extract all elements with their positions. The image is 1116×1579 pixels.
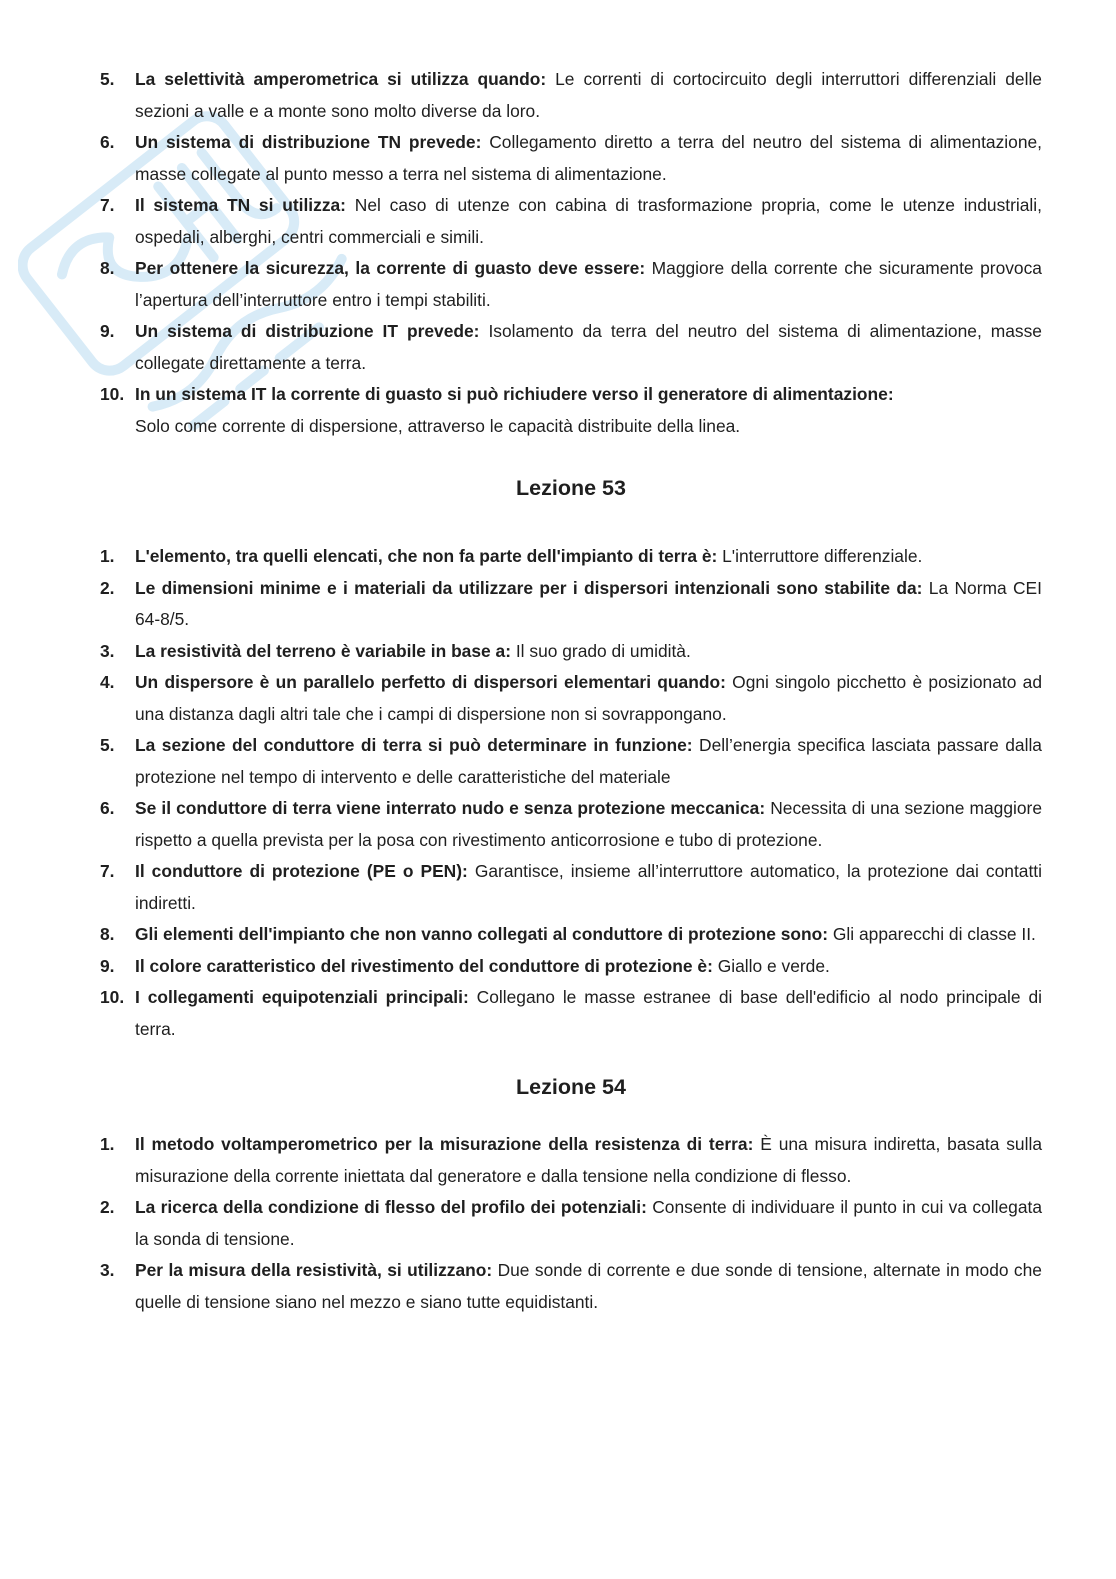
item-number: 2.: [100, 577, 115, 598]
item-question: Il conduttore di protezione (PE o PEN):: [135, 861, 468, 881]
list-item: [100, 1192, 1042, 1255]
item-question: Il colore caratteristico del rivestimento del conduttore di protezione è:: [135, 955, 713, 976]
item-question: Un sistema di distribuzione TN prevede:: [135, 132, 482, 152]
item-answer: Gli apparecchi di classe II.: [832, 924, 1036, 944]
list-item: [100, 793, 1042, 856]
item-question: In un sistema IT la corrente di guasto si può richiudere verso il generatore di alimentazione:: [135, 384, 894, 404]
lesson-53-list: [100, 541, 1042, 1045]
item-answer: Isolamento da terra del neutro del sistema di alimentazione, masse collegate direttamente a terra.: [135, 321, 1042, 373]
item-number: 9.: [100, 955, 115, 976]
item-answer: Consente di individuare il punto in cui va collegata la sonda di tensione.: [135, 1197, 1042, 1249]
item-question: La resistività del terreno è variabile in base a:: [135, 640, 511, 661]
list-item: [100, 573, 1042, 636]
item-answer: È una misura indiretta, basata sulla misurazione della corrente iniettata dal generatore e dalla tensione nella condizione di flesso.: [135, 1134, 1042, 1186]
item-question: Gli elementi dell'impianto che non vanno collegati al conduttore di protezione sono:: [135, 924, 829, 944]
item-number: 2.: [100, 1197, 115, 1217]
item-answer: L'interruttore differenziale.: [722, 546, 923, 566]
item-number: 7.: [100, 861, 115, 881]
item-number: 5.: [100, 735, 115, 755]
item-question: L'elemento, tra quelli elencati, che non fa parte dell'impianto di terra è:: [135, 546, 718, 566]
item-number: 6.: [100, 132, 115, 152]
item-answer: Collegano le masse estranee di base dell'edificio al nodo principale di terra.: [135, 987, 1042, 1039]
list-item: [100, 951, 1042, 983]
item-number: 1.: [100, 546, 115, 566]
list-item: [100, 379, 1042, 442]
item-answer: Nel caso di utenze con cabina di trasformazione propria, come le utenze industriali, ospedali, alberghi, centri commerciali e simili.: [135, 195, 1042, 247]
item-answer: Ogni singolo picchetto è posizionato ad una distanza dagli altri tale che i campi di dispersione non si sovrappongano.: [135, 672, 1042, 724]
item-answer: Garantisce, insieme all’interruttore automatico, la protezione dai contatti indiretti.: [135, 861, 1042, 913]
item-number: 4.: [100, 672, 115, 692]
item-question: Il sistema TN si utilizza:: [135, 195, 346, 215]
item-number: 5.: [100, 69, 115, 89]
item-answer: La Norma CEI 64-8/5.: [135, 577, 1042, 629]
lesson-52-list: [100, 64, 1042, 442]
item-answer: Maggiore della corrente che sicuramente provoca l’apertura dell’interruttore entro i tempi stabiliti.: [135, 258, 1042, 310]
item-answer: Collegamento diretto a terra del neutro del sistema di alimentazione, masse collegate al punto messo a terra nel sistema di alimentazione.: [135, 132, 1043, 184]
lesson-53-title: Lezione 53: [516, 476, 626, 500]
list-item: [100, 253, 1042, 316]
list-item: [100, 541, 1042, 573]
item-answer: Due sonde di corrente e due sonde di tensione, alternate in modo che quelle di tensione siano nel mezzo e siano tutte equidistanti.: [135, 1260, 1042, 1312]
item-answer: Necessita di una sezione maggiore rispetto a quella prevista per la posa con rivestimento anticorrosione e tubo di protezione.: [135, 798, 1042, 850]
item-question: La sezione del conduttore di terra si può determinare in funzione:: [135, 735, 693, 755]
list-item: [100, 190, 1042, 253]
list-item: [100, 127, 1042, 190]
item-question: Se il conduttore di terra viene interrato nudo e senza protezione meccanica:: [135, 798, 766, 818]
item-number: 9.: [100, 321, 115, 341]
document-page: [100, 64, 1042, 1318]
list-item: [100, 636, 1042, 668]
list-item: [100, 64, 1042, 127]
list-item: [100, 730, 1042, 793]
item-answer: Il suo grado di umidità.: [515, 640, 691, 661]
list-item: [100, 856, 1042, 919]
item-number: 6.: [100, 798, 115, 818]
lesson-54-title: Lezione 54: [516, 1075, 626, 1099]
item-number: 8.: [100, 924, 115, 944]
item-number: 10.: [100, 987, 125, 1007]
item-question: Il metodo voltamperometrico per la misurazione della resistenza di terra:: [135, 1134, 754, 1154]
item-number: 1.: [100, 1134, 115, 1154]
item-answer: Dell’energia specifica lasciata passare dalla protezione nel tempo di intervento e delle caratteristiche del materiale: [135, 735, 1042, 787]
item-question: Per ottenere la sicurezza, la corrente di guasto deve essere:: [135, 258, 646, 278]
item-question: La ricerca della condizione di flesso del profilo dei potenziali:: [135, 1197, 647, 1217]
item-question: Un sistema di distribuzione IT prevede:: [135, 321, 480, 341]
list-item: [100, 919, 1042, 951]
item-number: 3.: [100, 640, 115, 661]
list-item: [100, 316, 1042, 379]
lesson-54-list: [100, 1129, 1042, 1318]
item-answer: Giallo e verde.: [717, 955, 830, 976]
item-question: La selettività amperometrica si utilizza quando:: [135, 69, 547, 89]
list-item: [100, 1129, 1042, 1192]
item-question: Le dimensioni minime e i materiali da utilizzare per i dispersori intenzionali sono stabilite da:: [135, 577, 923, 598]
item-answer: Solo come corrente di dispersione, attraverso le capacità distribuite della linea.: [135, 415, 741, 436]
item-number: 10.: [100, 384, 125, 404]
list-item: [100, 982, 1042, 1045]
list-item: [100, 667, 1042, 730]
item-number: 8.: [100, 258, 115, 278]
item-question: I collegamenti equipotenziali principali:: [135, 987, 469, 1007]
list-item: [100, 1255, 1042, 1318]
item-number: 7.: [100, 195, 115, 215]
item-number: 3.: [100, 1260, 115, 1280]
item-question: Un dispersore è un parallelo perfetto di dispersori elementari quando:: [135, 672, 726, 692]
item-answer: Le correnti di cortocircuito degli interruttori differenziali delle sezioni a valle e a monte sono molto diverse da loro.: [135, 69, 1042, 121]
item-question: Per la misura della resistività, si utilizzano:: [135, 1260, 493, 1280]
